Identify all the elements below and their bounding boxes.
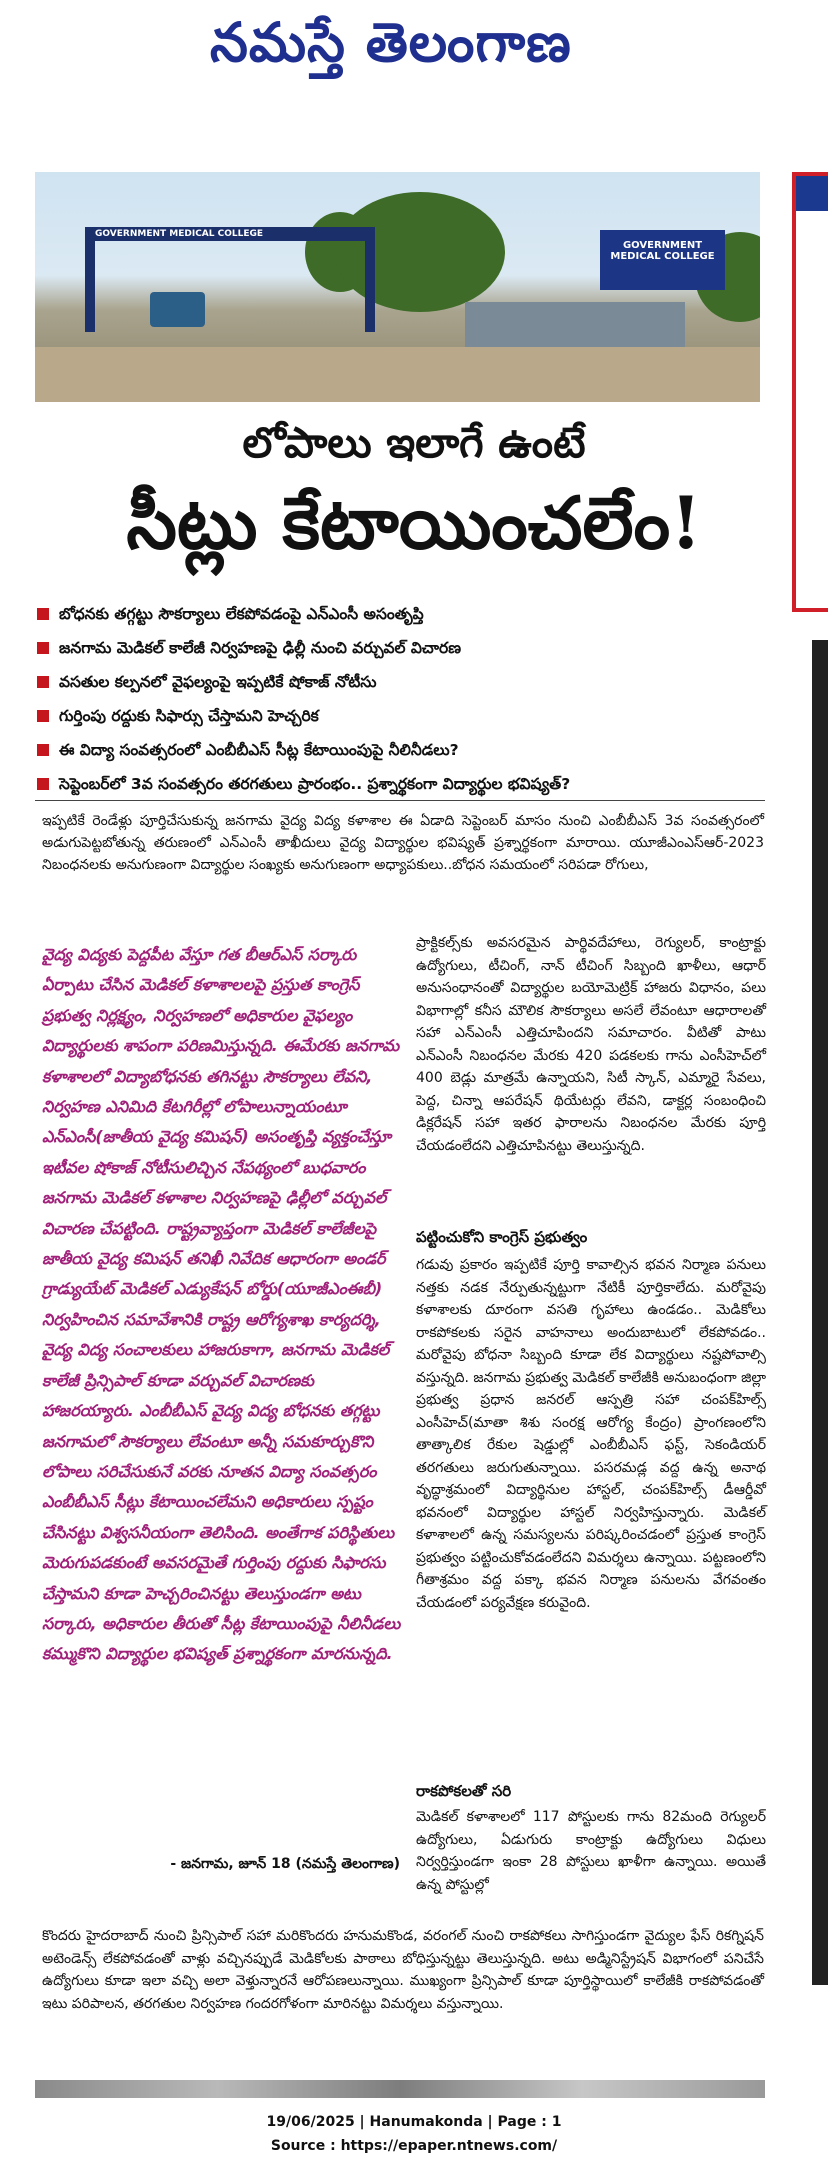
list-item — [35, 699, 765, 733]
bullet-text: వసతుల కల్పనలో వైఫల్యంపై ఇప్పటికే షోకాజ్ నోటీసు — [59, 673, 377, 691]
photo-shed — [465, 302, 685, 347]
masthead — [0, 0, 828, 100]
list-item — [35, 631, 765, 665]
college-photo — [35, 172, 760, 402]
photo-road — [35, 347, 760, 402]
divider — [35, 800, 765, 801]
photo-tree — [335, 192, 505, 312]
bullet-text: జనగామ మెడికల్ కాలేజీ నిర్వహణపై ఢిల్లీ నుంచి వర్చువల్ విచారణ — [59, 639, 462, 657]
bullet-icon — [37, 744, 49, 756]
headline: సీట్లు కేటాయించలేం! — [126, 480, 702, 565]
water-tanker — [150, 292, 205, 327]
right-column-paragraph: మెడికల్ కళాశాలలో 117 పోస్టులకు గాను 82మంది రెగ్యులర్ ఉద్యోగులు, ఏడుగురు కాంట్రాక్టు ఉద్యోగులు విధులు నిర్వర్తిస్తుండగా ఇంకా 28 పోస్టులు ఖాళీగా ఉన్నాయి. అయితే ఉన్న పోస్టుల్లో — [416, 1809, 766, 1893]
bullet-icon — [37, 676, 49, 688]
bullet-icon — [37, 608, 49, 620]
bullet-text: గుర్తింపు రద్దుకు సిఫార్సు చేస్తామని హెచ్చరిక — [59, 707, 319, 725]
bullet-text: సెప్టెంబర్‌లో 3వ సంవత్సరం తరగతులు ప్రారంభం.. ప్రశ్నార్థకంగా విద్యార్థుల భవిష్యత్? — [59, 775, 571, 793]
highlights-list — [35, 597, 765, 801]
bullet-icon — [37, 778, 49, 790]
gate-pillar — [85, 232, 95, 332]
highlight-paragraph: వైద్య విద్యకు పెద్దపీట వేస్తూ గత బీఆర్ఎస్ సర్కారు ఏర్పాటు చేసిన మెడికల్ కళాశాలలపై ప్రస్తుత కాంగ్రెస్ ప్రభుత్వ నిర్లక్ష్యం, నిర్వహణలో అధికారుల వైఫల్యం విద్యార్థులకు శాపంగా పరిణమిస్తున్నది. ఈమేరకు జనగామ కళాశాలలో విద్యాబోధనకు తగినట్టు సౌకర్యాలు లేవని, నిర్వహణ ఎనిమిది కేటగిరీల్లో లోపాలున్నాయంటూ ఎన్ఎంసీ(జాతీయ వైద్య కమిషన్) అసంతృప్తి వ్యక్తంచేస్తూ ఇటీవల షోకాజ్ నోటీసులిచ్చిన నేపథ్యంలో బుధవారం జనగామ మెడికల్ కళాశాల నిర్వహణపై ఢిల్లీలో వర్చువల్ విచారణ చేపట్టింది. రాష్ట్రవ్యాప్తంగా మెడికల్ కాలేజీలపై జాతీయ వైద్య కమిషన్ తనిఖీ నివేదిక ఆధారంగా అండర్ గ్రాడ్యుయేట్ మెడికల్ ఎడ్యుకేషన్ బోర్డు(యూజీఎంఈబీ) నిర్వహించిన సమావేశానికి రాష్ట్ర ఆరోగ్యశాఖ కార్యదర్శి, వైద్య విద్య సంచాలకులు హాజరుకాగా, జనగామ మెడికల్ కాలేజీ ప్రిన్సిపాల్ కూడా వర్చువల్ విచారణకు హాజరయ్యారు. ఎంబీబీఎస్ వైద్య విద్య బోధనకు తగ్గట్టు జనగామలో సౌకర్యాలు లేవంటూ అన్నీ సమకూర్చుకొని లోపాలు సరిచేసుకునే వరకు నూతన విద్యా సంవత్సరం ఎంబీబీఎస్ సీట్లు కేటాయించలేమని అధికారులు స్పష్టం చేసినట్టు విశ్వసనీయంగా తెలిసింది. అంతేగాక పరిస్థితులు మెరుగుపడకుంటే అవసరమైతే గుర్తింపు రద్దుకు సిఫారసు చేస్తామని కూడా హెచ్చరించినట్టు తెలుస్తుండగా అటు సర్కారు, అధికారుల తీరుతో సీట్ల కేటాయింపుపై నీలినీడలు కమ్ముకొని విద్యార్థుల భవిష్యత్ ప్రశ్నార్థకంగా మారనున్నది. — [42, 945, 401, 1664]
dateline: - జనగామ, జూన్ 18 (నమస్తే తెలంగాణ) — [170, 1856, 400, 1872]
list-item — [35, 665, 765, 699]
section-heading: పట్టించుకోని కాంగ్రెస్ ప్రభుత్వం — [416, 1228, 588, 1246]
gate-text: GOVERNMENT MEDICAL COLLEGE — [95, 229, 264, 239]
bullet-icon — [37, 710, 49, 722]
list-item — [35, 597, 765, 631]
bullet-icon — [37, 642, 49, 654]
source-link[interactable]: Source : https://epaper.ntnews.com/ — [270, 2138, 558, 2154]
side-strip — [812, 640, 828, 1985]
headline-kicker: లోపాలు ఇలాగే ఉంటే — [242, 418, 586, 467]
right-column-paragraph: గడువు ప్రకారం ఇప్పటికే పూర్తి కావాల్సిన భవన నిర్మాణ పనులు నత్తకు నడక నేర్పుతున్నట్టుగా నేటికీ పూర్తికాలేదు. మరోవైపు కళాశాలకు దూరంగా వసతి గృహాలు ఉండడం.. మెడికోలు రాకపోకలకు సరైన వాహనాలు అందుబాటులో లేకపోవడం.. మరోవైపు బోధనా సిబ్బంది కూడా లేక విద్యార్థులు నష్టపోవాల్సి వస్తున్నది. జనగామ ప్రభుత్వ మెడికల్ కాలేజీకి అనుబంధంగా జిల్లా ప్రభుత్వ ప్రధాన జనరల్ ఆస్పత్రి సహా చంపక్‌హిల్స్ ఎంసీహెచ్(మాతా శిశు సంరక్ష ఆరోగ్య కేంద్రం) ప్రాంగణంలోని తాత్కాలిక రేకుల షెడ్డుల్లో ఎంబీబీఎస్ ఫస్ట్, సెకండియర్ తరగతులు జరుగుతున్నాయి. పసరమడ్ల వద్ద ఉన్న అనాథ వృద్ధాశ్రమంలో విద్యార్థినుల హాస్టల్, చంపక్‌హిల్స్ డీఆర్డీవో భవనంలో విద్యార్థుల హాస్టల్ నిర్వహిస్తున్నారు. మెడికల్ కళాశాలలో ఉన్న సమస్యలను పరిష్కరించడంలో ప్రస్తుత కాంగ్రెస్ ప్రభుత్వం పట్టించుకోవడంలేదని విమర్శలు ఉన్నాయి. పట్టణంలోని గీతాశ్రమం వద్ద పక్కా భవన నిర్మాణ పనులను వేగవంతం చేయడంలో పర్యవేక్షణ కరువైంది. — [416, 1257, 766, 1611]
section-heading: రాకపోకలతో సరి — [416, 1782, 512, 1800]
bullet-text: ఈ విద్యా సంవత్సరంలో ఎంబీబీఎస్ సీట్ల కేటాయింపుపై నీలినీడలు? — [59, 741, 459, 759]
bullet-text: బోధనకు తగ్గట్టు సౌకర్యాలు లేకపోవడంపై ఎన్ఎంసీ అసంతృప్తి — [59, 605, 424, 623]
bottom-photo-strip — [35, 2080, 765, 2098]
college-signboard: GOVERNMENT MEDICAL COLLEGE — [600, 230, 725, 290]
right-column-paragraph: ప్రాక్టికల్స్‌కు అవసరమైన పార్థివదేహాలు, రెగ్యులర్, కాంట్రాక్టు ఉద్యోగులు, టీచింగ్, నాన్ టీచింగ్ సిబ్బంది ఖాళీలు, ఆధార్ అనుసంధానంతో విద్యార్థుల బయోమెట్రిక్ హాజరు విధానం, పలు విభాగాల్లో కనీస మౌలిక సౌకర్యాలు అసలే లేవంటూ ఆధారాలతో సహా ఎన్ఎంసీ ఎత్తిచూపిందని సమాచారం. వీటితో పాటు ఎన్ఎంసీ నిబంధనల మేరకు 420 పడకలకు గాను ఎంసీహెచ్‌లో 400 బెడ్లు మాత్రమే ఉన్నాయని, సిటీ స్కాన్, ఎమ్మారై సేవలు, పెద్ద, చిన్నా ఆపరేషన్ థియేటర్లు లేవని, డాక్టర్ల సంబంధించి డిక్లరేషన్ సహా ఇతర ఫారాలను నిబంధనల మేరకు పూర్తి చేయడంలేదని ఎత్తిచూపినట్టు తెలుస్తున్నది. — [416, 935, 766, 1154]
list-item — [35, 767, 765, 801]
lead-paragraph: ఇప్పటికే రెండేళ్లు పూర్తిచేసుకున్న జనగామ వైద్య విద్య కళాశాల ఈ ఏడాది సెప్టెంబర్ మాసం నుంచి ఎంబీబీఎస్ 3వ సంవత్సరంలో అడుగుపెట్టబోతున్న తరుణంలో ఎన్ఎంసీ తాఖీదులు వైద్య విద్యార్థుల భవిష్యత్ ప్రశ్నార్థకంగా మారాయి. యూజీఎంఎస్ఆర్-2023 నిబంధనలకు అనుగుణంగా విద్యార్థుల సంఖ్యకు అనుగుణంగా అధ్యాపకులు..బోధన సమయంలో సరిపడా రోగులు, — [42, 813, 764, 873]
gate-pillar — [365, 232, 375, 332]
closing-paragraph: కొందరు హైదరాబాద్ నుంచి ప్రిన్సిపాల్ సహా మరికొందరు హనుమకొండ, వరంగల్ నుంచి రాకపోకలు సాగిస్తుండగా వైద్యుల ఫేస్ రికగ్నిషన్ అటెండెన్స్ లేకపోవడంతో వాళ్లు వచ్చినప్పుడే మెడికోలకు పాఠాలు బోధిస్తున్నట్టు తెలుస్తున్నది. అటు అడ్మినిస్ట్రేషన్ విభాగంలో పనిచేసే ఉద్యోగులు కూడా ఇలా వచ్చి అలా వెళ్తున్నారనే ఆరోపణలున్నాయి. ముఖ్యంగా ప్రిన్సిపాల్ కూడా పూర్తిస్థాయిలో కాలేజీకి రాకపోవడంతో ఇటు పరిపాలన, తరగతుల నిర్వహణ గందరగోళంగా మారినట్టు విమర్శలు వస్తున్నాయి. — [42, 1928, 764, 2012]
list-item — [35, 733, 765, 767]
newspaper-logo: నమస్తే తెలంగాణ — [210, 10, 572, 74]
page-info: 19/06/2025 | Hanumakonda | Page : 1 — [266, 2114, 562, 2130]
